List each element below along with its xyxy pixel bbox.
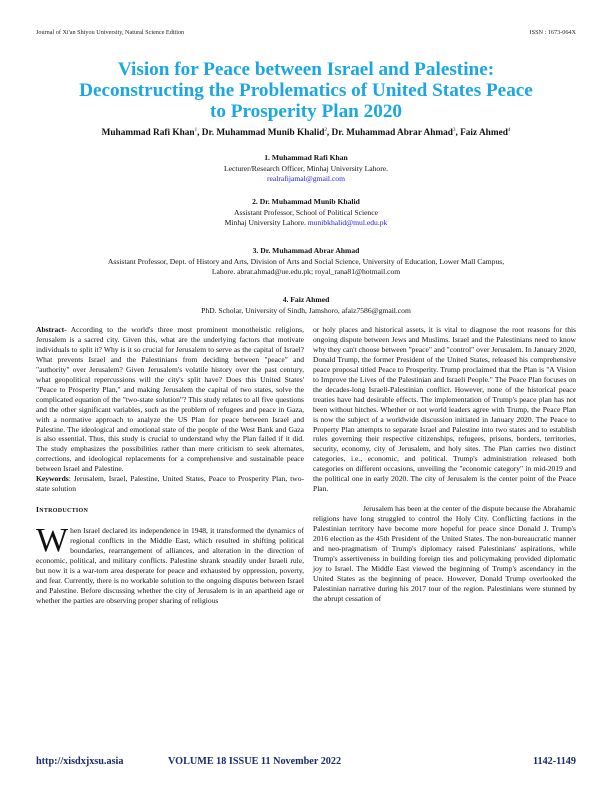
abstract xyxy=(36,325,304,474)
author-sup: 2 xyxy=(324,128,327,133)
email-link[interactable]: realrafijamal@gmail.com xyxy=(266,174,346,183)
footer-url[interactable]: http://xisdxjxsu.asia xyxy=(36,756,124,767)
affiliation-line: Assistant Professor, Dept. of History and Arts, Division of Arts and Social Science, University of Education, Lower Mall Campus, xyxy=(107,256,505,266)
author-name: Dr. Muhammad Abrar Ahmad xyxy=(331,128,453,139)
keywords-label: Keywords xyxy=(36,474,69,484)
affiliation-line: Lecturer/Research Officer, Minhaj University Lahore. xyxy=(223,163,389,173)
affiliation-2 xyxy=(10,197,602,229)
abstract-text: According to the world's three most prominent monotheistic religions, Jerusalem is a sacred city. Given this, what are the underlying factors that motivate individuals to split it? Why is it so crucial for Jerusalem to serve as the capital of Israel? What prevents Israel and the Palestinians from deciding between "peace" and "authority" over Jerusalem? Given Jerusalem's volatile history over the past century, what geopolitical repercussions will the city's split have? Does this United States' "Peace to Prosperity Plan," and making Jerusalem the capital of two states, solve the complicated equation of the "two-state solution"? This study relates to all five questions and the other significant variables, such as the problem of refugees and peace in Gaza, with a normative approach to analyze the US Plan for peace between Israel and Palestine. The ideological and emotional state of the people of the West Bank and Gaza is also essential. Thus, this study is crucial to understand why the Plan failed if it did. The study emphasizes the possibilities rather than mere criticism to seek alternates, corrections, and ideological replacements for a comprehensive and sustainable peace between Israel and Palestine. xyxy=(36,325,304,474)
intro-paragraph-1: When Israel declared its independence in 1948, it transformed the dynamics of regional conflicts in the Middle East, which resulted in shifting political boundaries, rearrangement of alliances, and alteration in the direction of economic, political, and military conflicts. Palestine shrank steadily under Israeli rule, but now it is a war-torn area desperate for peace and exhausted by oppression, poverty, and fear. Currently, there is no workable solution to the ongoing disputes between Israel and Palestine. Before discussing whether the city of Jerusalem is in an apartheid age or whether the parties are observing proper sharing of religious xyxy=(36,522,304,605)
right-column xyxy=(313,325,576,604)
drop-cap: W xyxy=(36,522,69,560)
issn: ISSN : 1673-064X xyxy=(529,29,576,36)
journal-name: Journal of Xi'an Shiyou University, Natural Science Edition xyxy=(36,29,185,36)
intro-paragraph-2: Jerusalem has been at the center of the dispute because the Abrahamic religions have long struggled to control the Holy City. Conflicting factions in the Palestinian territory have become more hopeful for peace since Donald J. Trump's 2016 election as the 45th President of the United States. The non-bureaucratic manner and neo-pragmatism of Trump's diplomacy raised Palestinians' aspirations, while Trump's assertiveness in building foreign ties and policymaking provided diplomatic joy to Israel. The Middle East viewed the beginning of Trump's ascendancy in the United States as the beginning of peace. However, Donald Trump overlooked the Palestinian narrative during his 2017 tour of the region. Palestinians were stunned by the abrupt cessation of xyxy=(313,504,576,603)
affiliation-name: 4. Faiz Ahmed xyxy=(282,295,330,304)
footer-pages: 1142-1149 xyxy=(532,756,576,767)
keywords xyxy=(36,474,304,494)
affiliation-4 xyxy=(10,295,602,316)
affiliation-3 xyxy=(10,246,602,278)
abstract-label: Abstract- xyxy=(36,325,67,334)
author-sup: 4 xyxy=(507,128,511,133)
author-name: Dr. Muhammad Munib Khalid xyxy=(201,128,325,139)
affiliation-line: PhD. Scholar, University of Sindh, Jamshoro, afaiz7586@gmail.com xyxy=(201,305,411,315)
author-list: Muhammad Rafi Khan$^1$, Dr. Muhammad Munib Khalid$^2$, Dr. Muhammad Abrar Ahmad$^3$, Faiz Ahmed$^4$ xyxy=(101,128,511,139)
affiliation-name: 3. Dr. Muhammad Abrar Ahmad xyxy=(252,246,360,255)
footer-volume: VOLUME 18 ISSUE 11 November 2022 xyxy=(168,756,342,767)
affiliation-name: 1. Muhammad Rafi Khan xyxy=(264,153,348,162)
paper-title xyxy=(20,59,592,123)
left-column xyxy=(36,325,304,606)
affiliation-name: 2. Dr. Muhammad Munib Khalid xyxy=(252,197,360,206)
affiliation-1 xyxy=(10,153,602,185)
author-sup: 1 xyxy=(194,128,198,133)
section-heading-introduction: INTRODUCTION xyxy=(36,505,89,515)
email-link[interactable]: munibkhalid@mul.edu.pk xyxy=(307,218,388,227)
affiliation-line: Minhaj University Lahore. xyxy=(224,218,306,227)
author-name: Muhammad Rafi Khan xyxy=(101,128,195,139)
affiliation-line: Lahore. abrar.ahmad@ue.edu.pk; royal_rana81@hotmail.com xyxy=(211,267,401,276)
title-line-2: Deconstructing the Problematics of United States Peace xyxy=(79,80,533,102)
author-sup: 3 xyxy=(452,128,456,133)
author-name: Faiz Ahmed xyxy=(460,128,508,139)
keywords-text: : Jerusalem, Israel, Palestine, United States, Peace to Prosperity Plan, two-state solution xyxy=(36,474,304,494)
title-line-1: Vision for Peace between Israel and Palestine: xyxy=(117,59,495,80)
affiliation-line: Assistant Professor, School of Political Science xyxy=(234,207,378,217)
intro-paragraph-1-continued: or holy places and historical assets, it is vital to diagnose the root reasons for this ongoing dispute between Jews and Muslims. Israel and the Palestinians need to know why they can't choose between "peace" and "control" over Jerusalem. In January 2020, Donald Trump, the former President of the United States, released his comprehensive peace proposal titled Peace to Prosperity. Trump proclaimed that the Plan is "A Vision to Improve the Lives of the Palestinian and Israeli People." The Peace Plan focuses on the decades-long Israeli-Palestinian conflict. However, none of the historical peace treaties have had desirable effects. The implementation of Trump's peace plan has not been without hitches. Whether or not world leaders agree with Trump, the Peace Plan is now the subject of a worldwide discussion initiated in January 2020. The Peace to Property Plan attempts to separate Israel and Palestine into two states and to establish rules governing their respective citizenships, refugees, prisons, borders, territories, security, economy, city of Jerusalem, and holy sites. The Plan carries two distinct categories, i.e., economic, and political. Trump's administration released both categories on different occasions, unveiling the "economic category" in mid-2019 and the political one in early 2020. The city of Jerusalem is the center point of the Peace Plan. xyxy=(313,325,576,494)
title-line-3: to Prosperity Plan 2020 xyxy=(209,101,403,123)
